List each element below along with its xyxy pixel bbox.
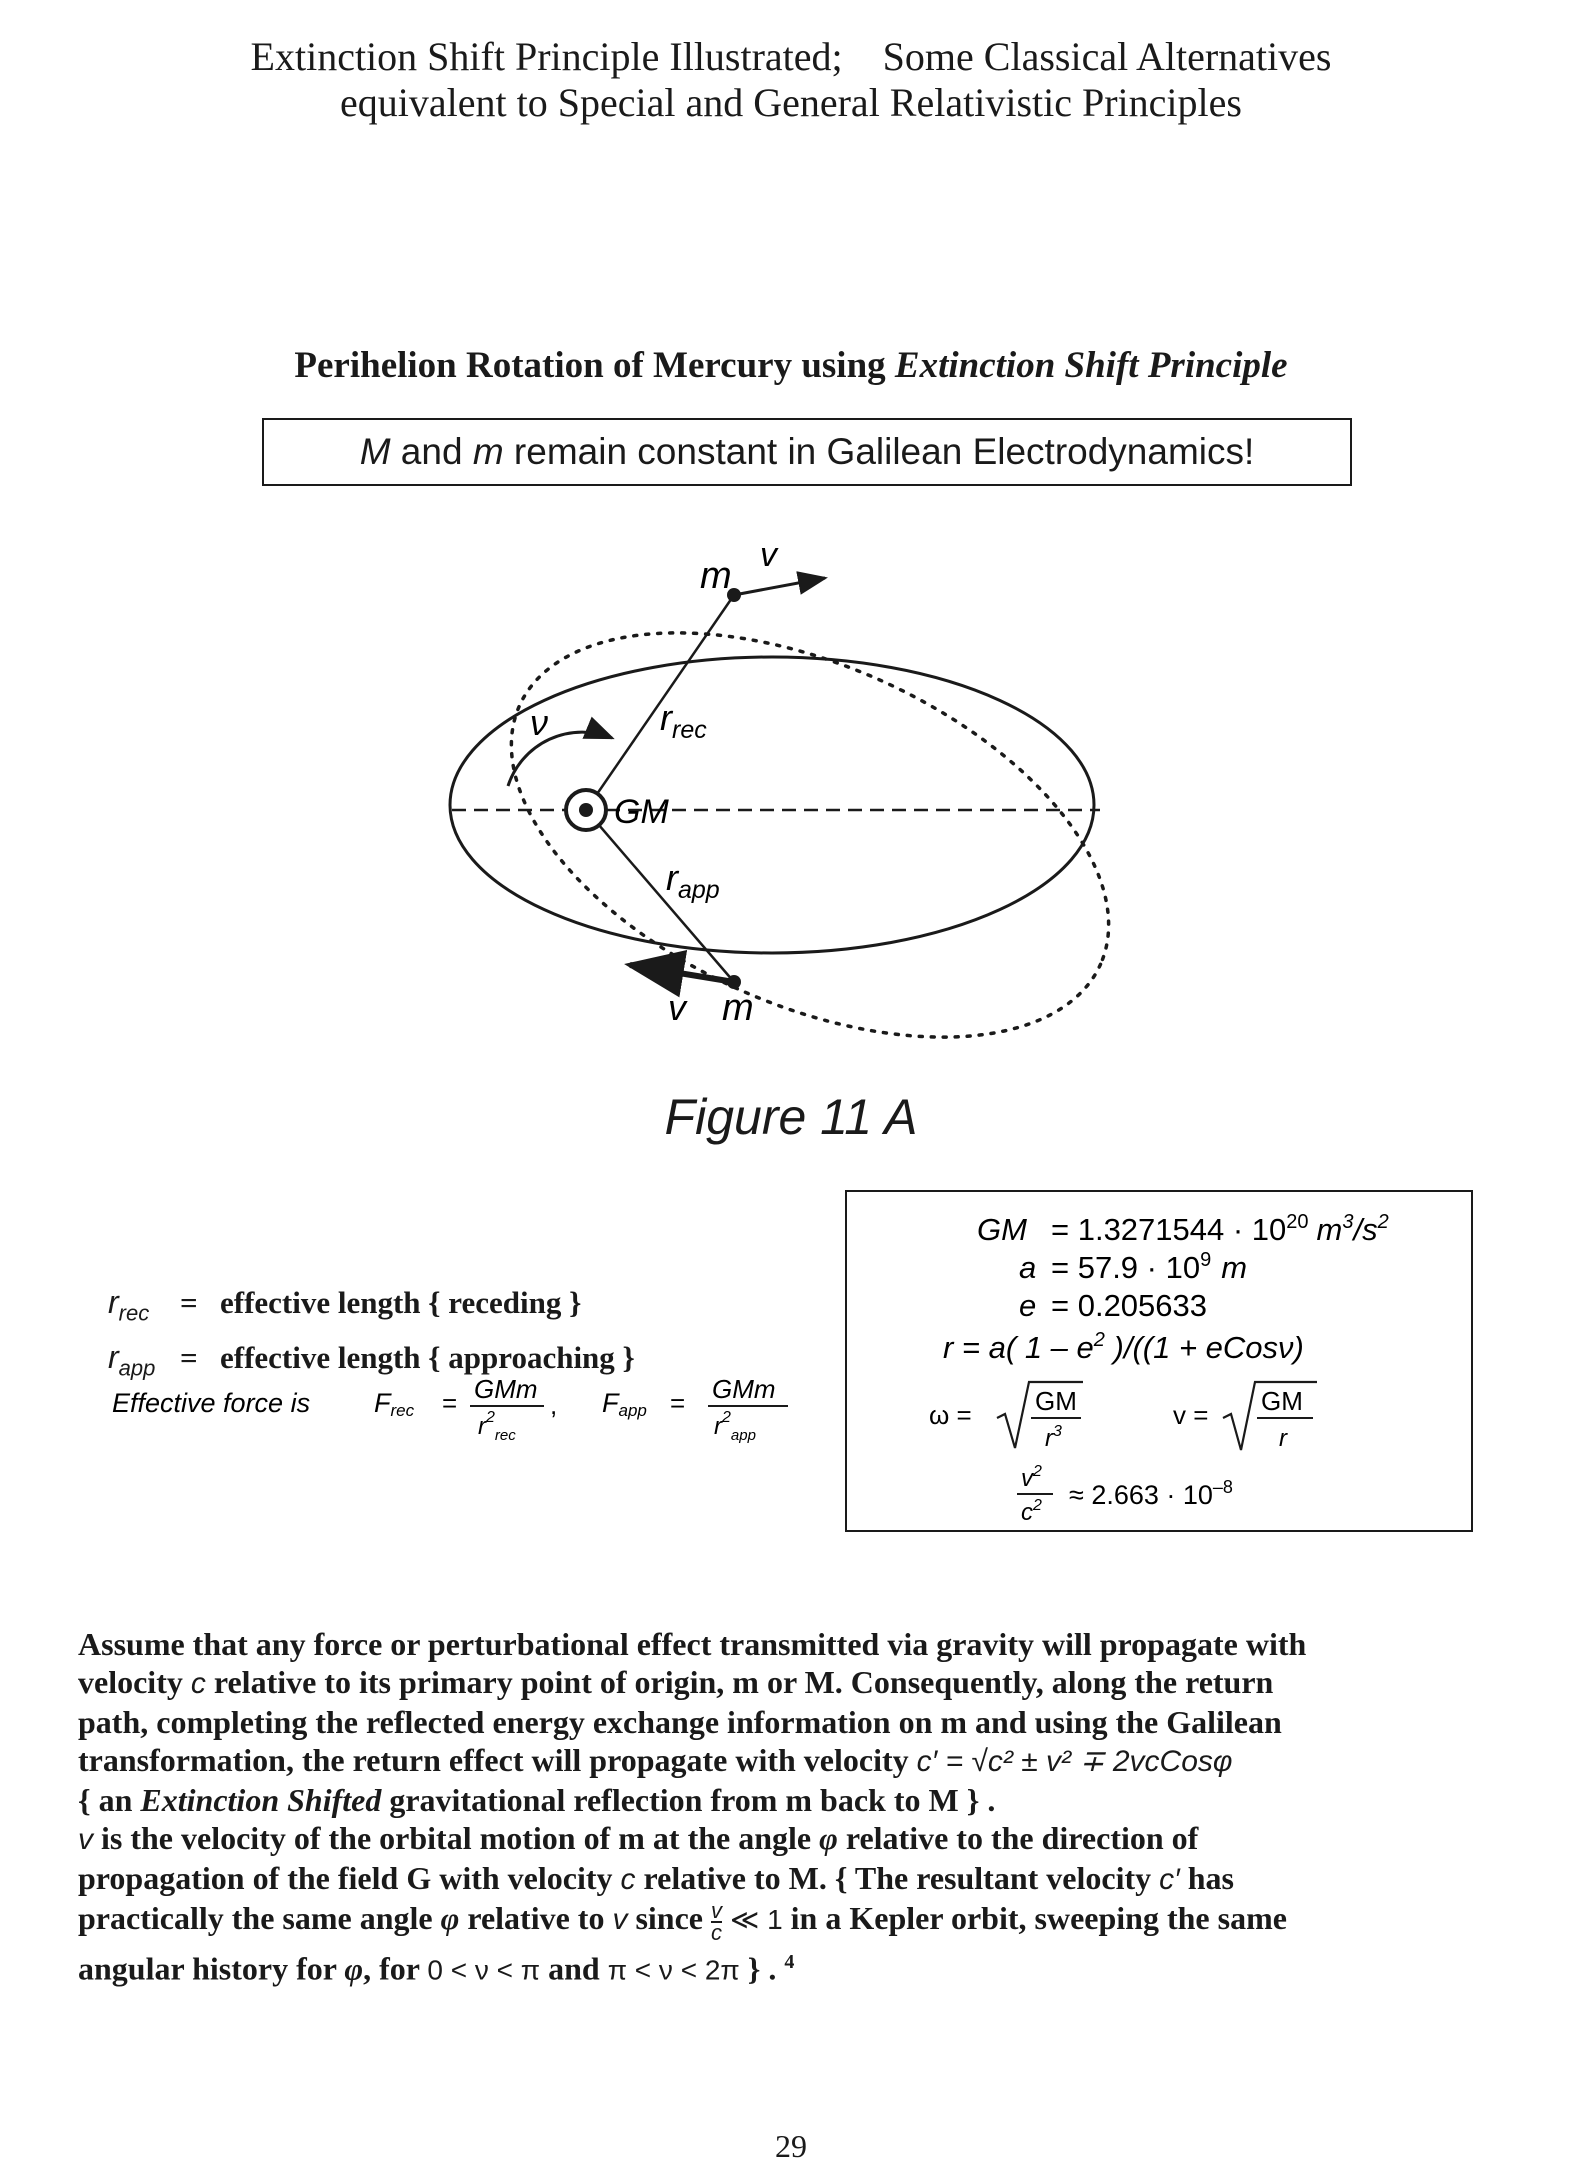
frec-den-sup: 2 [486,1409,495,1426]
note-text-2: remain constant in Galilean Electrodynamics! [503,431,1255,472]
const-a-exp: 9 [1200,1249,1212,1271]
const-v-lhs: v = [1173,1400,1209,1430]
def-rapp-r: r [108,1339,119,1376]
para-l2b: relative to its primary point of origin, m or M. Consequently, along the return [205,1664,1274,1700]
section-heading-emphasis: Extinction Shift Principle [894,345,1288,386]
const-ratio-num-v: v [1021,1465,1033,1492]
para-l9-range2: π < ν < 2π [607,1954,740,1986]
para-l4a: transformation, the return effect will propagate with velocity [78,1742,917,1778]
para-l2-c: c [190,1667,206,1700]
const-r-equation [943,1329,1304,1365]
page-number: 29 [775,2128,807,2164]
const-ratio-num [1021,1463,1042,1492]
precessed-orbit-dotted [450,550,1169,1119]
const-omega-lhs: ω = [929,1400,972,1430]
const-omega-den-exp: 3 [1053,1423,1062,1440]
para-l8-frac-num: v [710,1897,722,1923]
frec-den-r: r [478,1413,486,1440]
para-l7a: propagation of the field G with velocity [78,1860,621,1896]
frec-comma: , [550,1390,558,1420]
fapp-numerator: GMm [712,1374,776,1404]
const-gm-rhs [1051,1211,1389,1247]
para-l5-emphasis: Extinction Shifted [140,1782,382,1818]
def-rrec-text: effective length { receding } [220,1285,582,1320]
section-heading [0,344,1582,387]
para-l6-phi: φ [819,1820,838,1856]
page-title [0,34,1582,126]
label-nu: ν [530,702,548,743]
para-l4-formula: c′ = √c² ± v² ∓ 2vcCosφ [916,1745,1233,1778]
boxed-note [262,418,1352,486]
note-m: m [472,431,504,472]
const-gm-exp: 20 [1286,1211,1309,1233]
const-gm-unit-s: /s [1353,1212,1378,1247]
para-l9c: and [540,1950,608,1987]
frec-symbol [374,1388,415,1420]
fapp-equals: = [670,1388,686,1418]
frec-numerator: GMm [474,1374,538,1404]
frec-F: F [374,1388,391,1418]
velocity-arrow-bottom [630,965,734,982]
def-rrec-sub: rec [118,1300,150,1326]
para-l8-v: v [612,1903,628,1936]
def-rapp-equals: = [180,1340,198,1376]
const-ratio-value: ≈ 2.663 · 10 [1069,1480,1213,1510]
fapp-symbol [602,1388,647,1420]
para-l6b: is the velocity of the orbital motion of m at the angle [93,1820,820,1856]
const-v-num: GM [1261,1386,1303,1416]
para-line-4 [78,1741,1518,1781]
const-e-lhs: e [1019,1288,1037,1323]
label-rapp-r: r [666,857,678,898]
para-l8a: practically the same angle [78,1900,441,1936]
fapp-den-r: r [714,1413,722,1440]
def-rapp-sub: app [118,1355,156,1381]
const-ratio-den [1021,1497,1042,1526]
const-a-unit: m [1221,1250,1248,1285]
const-ratio-exp: –8 [1212,1477,1233,1497]
para-l8b: relative to [459,1900,613,1936]
const-omega-den [1045,1423,1062,1452]
const-a-lhs: a [1019,1250,1037,1285]
para-l5a: { an [78,1782,141,1818]
label-m-bottom: m [722,987,754,1029]
para-l7b: relative to M. { The resultant velocity [635,1860,1160,1896]
label-v-top: v [760,536,777,574]
para-line-5 [78,1781,1518,1819]
label-rrec-r: r [660,697,672,738]
para-l7-c: c [620,1863,636,1896]
para-line-8 [78,1899,1518,1943]
effective-force-formula [112,1370,802,1444]
constants-box [845,1190,1473,1532]
const-gm-unit-exp: 3 [1342,1211,1354,1233]
const-a-value: = 57.9 · 10 [1051,1250,1201,1285]
orbit-figure [400,536,1180,1080]
fapp-den-sub: app [730,1427,756,1444]
para-l8-fraction [710,1897,722,1945]
note-M: M [359,431,391,472]
para-l7e: has [1179,1860,1234,1896]
const-ratio-den-c: c [1021,1499,1033,1526]
para-l6c: relative to the direction of [837,1820,1199,1856]
label-rapp [666,857,720,904]
const-gm-unit-s-exp: 2 [1377,1211,1389,1233]
def-rapp-text: effective length { approaching } [220,1340,635,1376]
constants-formulas [847,1192,1471,1530]
const-r-eq-exp: 2 [1093,1329,1105,1351]
title-line-1: Extinction Shift Principle Illustrated; Some Classical Alternatives [250,34,1332,79]
const-gm-unit: m [1316,1212,1343,1247]
para-line-2 [78,1663,1518,1703]
fapp-F: F [602,1388,619,1418]
para-line-3: path, completing the reflected energy exchange information on m and using the Galilean [78,1704,1282,1740]
note-text-1: and [390,431,473,472]
figure-caption: Figure 11 A [664,1089,918,1145]
para-l5b: gravitational reflection from m back to M } . [381,1782,996,1818]
para-l9-phi: φ [344,1950,364,1987]
section-heading-prefix: Perihelion Rotation of Mercury using [294,345,895,386]
frec-denominator [478,1409,516,1444]
const-omega-den-r: r [1045,1425,1053,1452]
para-l9b: , for [363,1950,428,1987]
title-line-2: equivalent to Special and General Relativistic Principles [340,80,1242,125]
const-v-den: r [1279,1425,1287,1452]
const-r-eq-tail: )/((1 + eCosν) [1104,1330,1304,1365]
const-gm-value: = 1.3271544 · 10 [1051,1212,1287,1247]
angle-nu-arc [508,732,612,786]
fapp-sub: app [618,1401,647,1420]
para-l8-phi: φ [440,1900,460,1936]
const-ratio-rhs [1069,1477,1233,1510]
const-ratio-den-exp: 2 [1033,1497,1042,1514]
force-label: Effective force is [112,1388,311,1418]
const-ratio-num-exp: 2 [1033,1463,1042,1480]
frec-equals: = [442,1388,458,1418]
def-rrec-symbol [108,1280,180,1335]
label-rrec-sub: rec [672,716,707,744]
para-l8c: since [627,1900,711,1936]
fapp-den-sup: 2 [722,1409,731,1426]
definition-rrec [108,1280,635,1335]
para-l7-cprime: c′ [1159,1863,1180,1896]
para-l9a: angular history for [78,1950,345,1987]
para-l9-range1: 0 < ν < π [427,1954,541,1986]
para-l8-lt: ≪ 1 [729,1904,783,1935]
label-rapp-sub: app [678,876,720,904]
para-l6-v: v [78,1823,93,1856]
const-a-rhs [1051,1249,1247,1285]
fapp-denominator [714,1409,756,1444]
para-l8d: in a Kepler orbit, sweeping the same [782,1900,1287,1936]
para-line-1: Assume that any force or perturbational effect transmitted via gravity will propagate with [78,1626,1307,1662]
para-l8-frac-den: c [710,1919,722,1945]
velocity-arrow-top [734,578,825,595]
label-v-bottom: v [668,987,686,1028]
def-rrec-equals: = [180,1285,198,1320]
frec-sub: rec [390,1401,415,1420]
const-omega-num: GM [1035,1386,1077,1416]
para-line-7 [78,1859,1518,1899]
para-l9d: } . [739,1950,785,1987]
const-r-eq-head: r = a( 1 – e [943,1330,1094,1365]
label-m-top: m [700,555,732,597]
para-l2a: velocity [78,1664,191,1700]
const-gm-lhs: GM [977,1212,1027,1247]
central-mass-dot [579,803,593,817]
para-line-6 [78,1819,1518,1859]
const-e-rhs: = 0.205633 [1051,1288,1208,1323]
frec-den-sub: rec [494,1427,516,1444]
para-line-9 [78,1943,1518,1990]
para-l9-footnote: 4 [784,1950,795,1973]
label-rrec [660,697,707,744]
body-paragraph [78,1625,1518,1989]
def-rrec-r: r [108,1284,119,1320]
label-gm: GM [614,793,669,831]
